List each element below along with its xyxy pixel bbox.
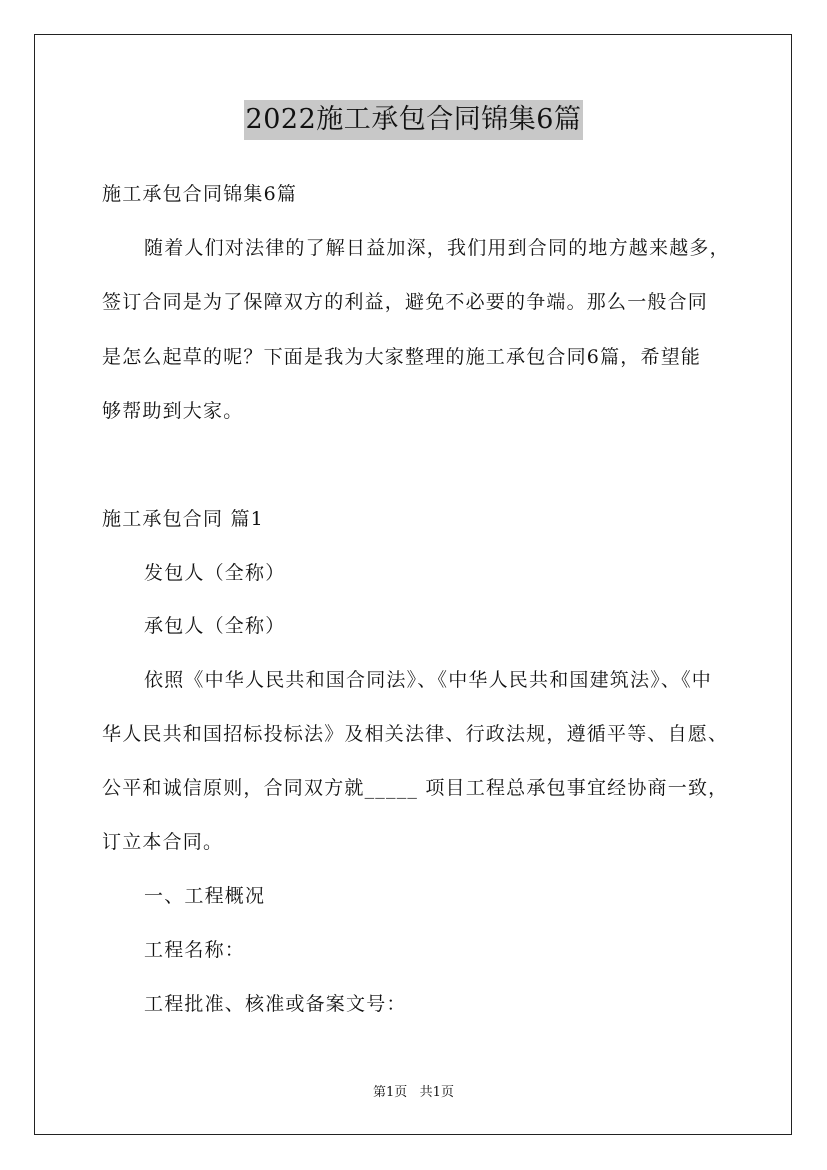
intro-line-3: 是怎么起草的呢？下面是我为大家整理的施工承包合同6篇，希望能 [102,346,702,368]
party-employer: 发包人（全称） [144,562,286,584]
section-heading: 施工承包合同 篇1 [102,508,264,530]
party-contractor: 承包人（全称） [144,615,286,637]
intro-line-1: 随着人们对法律的了解日益加深，我们用到合同的地方越来越多， [144,237,730,259]
project-name-label: 工程名称： [144,939,246,961]
document-subtitle: 施工承包合同锦集6篇 [102,183,298,205]
intro-line-2: 签订合同是为了保障双方的利益，避免不必要的争端。那么一般合同 [102,291,709,313]
intro-line-4: 够帮助到大家。 [102,400,244,422]
basis-line-3: 公平和诚信原则，合同双方就_____ 项目工程总承包事宜经协商一致， [102,777,729,799]
basis-line-4: 订立本合同。 [102,831,224,853]
article-one-heading: 一、工程概况 [144,885,266,907]
page-footer: 第1页 共1页 [373,1085,454,1100]
basis-line-2: 华人民共和国招标投标法》及相关法律、行政法规，遵循平等、自愿、 [102,723,729,745]
basis-line-1: 依照《中华人民共和国合同法》、《中华人民共和国建筑法》、《中 [144,669,713,691]
document-title: 2022施工承包合同锦集6篇 [244,100,584,140]
title-wrapper [0,100,827,140]
approval-number-label: 工程批准、核准或备案文号： [144,993,407,1015]
